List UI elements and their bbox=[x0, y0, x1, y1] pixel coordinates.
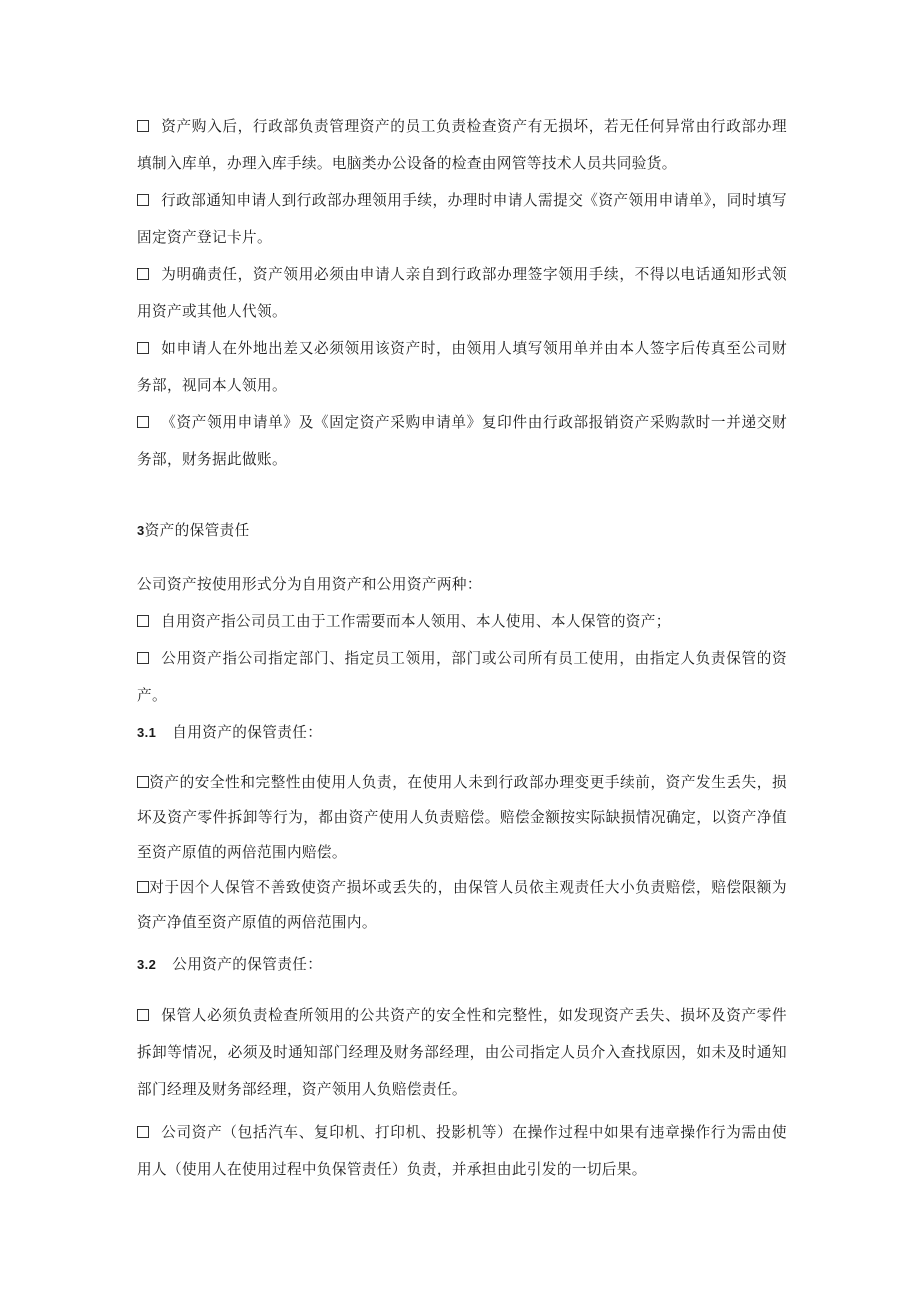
subsection-heading bbox=[137, 714, 787, 751]
spacer bbox=[137, 478, 787, 512]
checkbox-bullet-icon bbox=[137, 194, 149, 206]
section-number: 3 bbox=[137, 523, 145, 538]
subsection-title: 自用资产的保管责任： bbox=[172, 724, 323, 741]
bullet-item: 资产购入后，行政部负责管理资产的员工负责检查资产有无损坏，若无任何异常由行政部办理填制入库单，办理入库手续。电脑类办公设备的检查由网管等技术人员共同验货。 bbox=[137, 118, 787, 172]
checkbox-bullet-icon bbox=[137, 1126, 149, 1138]
checkbox-bullet-icon bbox=[137, 1009, 149, 1021]
bullet-item: 公用资产指公司指定部门、指定员工领用，部门或公司所有员工使用，由指定人负责保管的资产。 bbox=[137, 650, 787, 704]
checkbox-bullet-icon bbox=[137, 342, 149, 354]
subsection-title: 公用资产的保管责任： bbox=[172, 956, 323, 973]
checkbox-bullet-icon bbox=[137, 615, 149, 627]
section-heading bbox=[137, 512, 787, 549]
checkbox-bullet-icon bbox=[137, 268, 149, 280]
spacer bbox=[137, 983, 787, 997]
section-intro: 公司资产按使用形式分为自用资产和公用资产两种： bbox=[137, 576, 482, 593]
document-page bbox=[137, 108, 787, 1188]
checkbox-bullet-icon bbox=[137, 416, 149, 428]
section-title: 资产的保管责任 bbox=[144, 522, 250, 539]
bullet-item: 行政部通知申请人到行政部办理领用手续，办理时申请人需提交《资产领用申请单》，同时填写固定资产登记卡片。 bbox=[137, 192, 787, 246]
subsection-number: 3.2 bbox=[137, 957, 157, 972]
bullet-item: 为明确责任，资产领用必须由申请人亲自到行政部办理签字领用手续，不得以电话通知形式领用资产或其他人代领。 bbox=[137, 266, 787, 320]
spacer bbox=[137, 751, 787, 765]
bullet-item: 《资产领用申请单》及《固定资产采购申请单》复印件由行政部报销资产采购款时一并递交财务部，财务据此做账。 bbox=[137, 414, 787, 468]
bullet-item: 自用资产指公司员工由于工作需要而本人领用、本人使用、本人保管的资产； bbox=[137, 603, 787, 640]
checkbox-bullet-icon bbox=[137, 881, 149, 893]
subsection-heading bbox=[137, 946, 787, 983]
spacer bbox=[137, 549, 787, 566]
checkbox-bullet-icon bbox=[137, 652, 149, 664]
bullet-item: 如申请人在外地出差又必须领用该资产时，由领用人填写领用单并由本人签字后传真至公司财务部，视同本人领用。 bbox=[137, 340, 787, 394]
bullet-item: 公司资产（包括汽车、复印机、打印机、投影机等）在操作过程中如果有违章操作行为需由使用人（使用人在使用过程中负保管责任）负责，并承担由此引发的一切后果。 bbox=[137, 1124, 787, 1178]
bullet-item: 保管人必须负责检查所领用的公共资产的安全性和完整性，如发现资产丢失、损坏及资产零件拆卸等情况，必须及时通知部门经理及财务部经理，由公司指定人员介入查找原因，如未及时通知部门经理及财务部经理，资产领用人负赔偿责任。 bbox=[137, 1007, 787, 1098]
checkbox-bullet-icon bbox=[137, 120, 149, 132]
subsection-number: 3.1 bbox=[137, 725, 157, 740]
checkbox-bullet-icon bbox=[137, 776, 149, 788]
bullet-item: 资产的安全性和完整性由使用人负责，在使用人未到行政部办理变更手续前，资产发生丢失，损坏及资产零件拆卸等行为，都由资产使用人负责赔偿。赔偿金额按实际缺损情况确定，以资产净值至资产原值的两倍范围内赔偿。 bbox=[137, 774, 787, 861]
bullet-item: 对于因个人保管不善致使资产损坏或丢失的，由保管人员依主观责任大小负责赔偿，赔偿限额为资产净值至资产原值的两倍范围内。 bbox=[137, 879, 787, 931]
